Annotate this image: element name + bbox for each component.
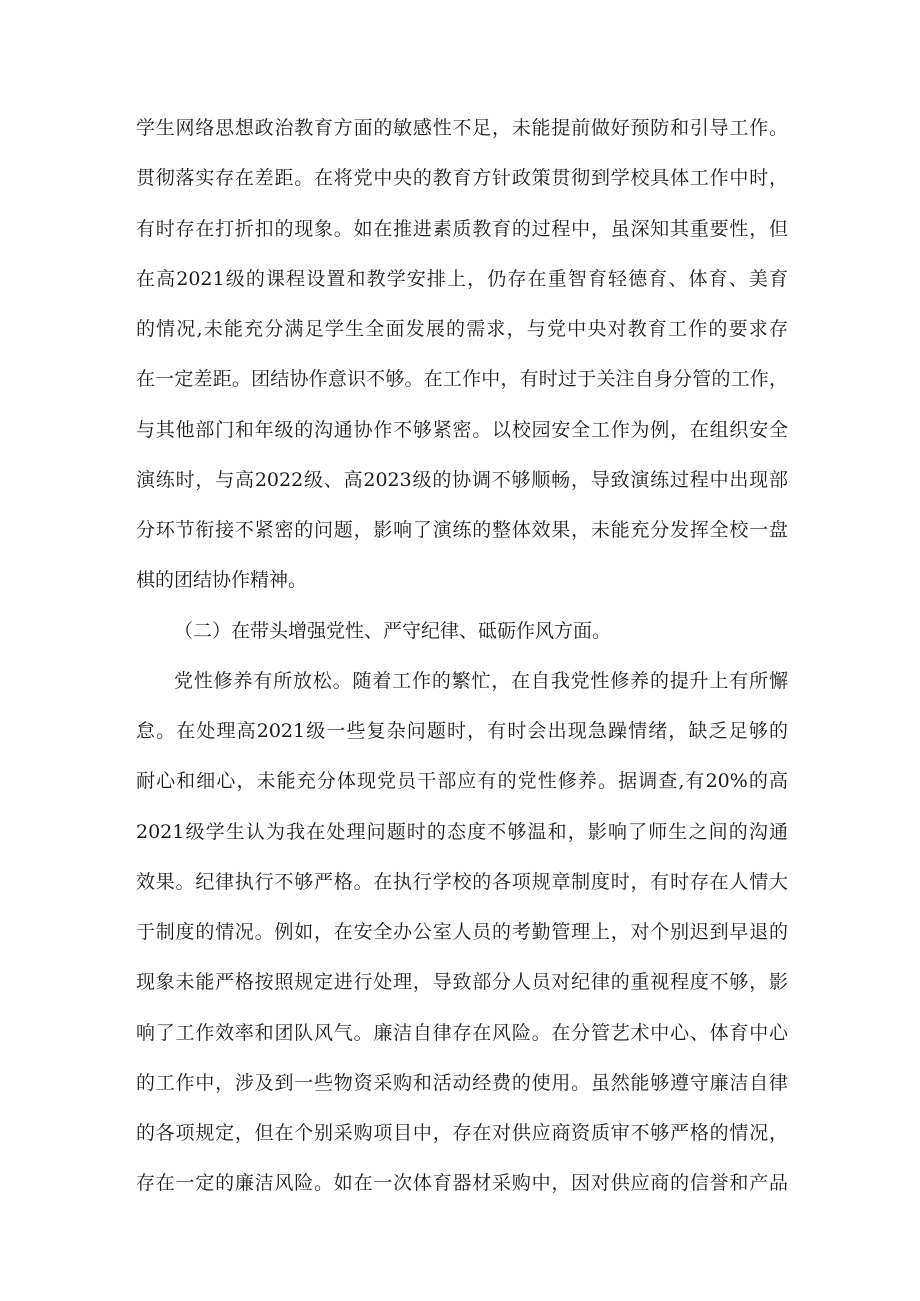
text-line: 与其他部门和年级的沟通协作不够紧密。以校园安全工作为例，在组织安全 bbox=[136, 419, 788, 441]
text-line: 存在一定的廉洁风险。如在一次体育器材采购中，因对供应商的信誉和产品 bbox=[136, 1172, 788, 1194]
section-heading: （二）在带头增强党性、严守纪律、砥砺作风方面。 bbox=[174, 620, 612, 642]
text-line: 有时存在打折扣的现象。如在推进素质教育的过程中，虽深知其重要性，但 bbox=[136, 218, 788, 240]
text-line: 现象未能严格按照规定进行处理，导致部分人员对纪律的重视程度不够，影 bbox=[136, 971, 788, 993]
text-line: 的情况,未能充分满足学生全面发展的需求，与党中央对教育工作的要求存 bbox=[136, 318, 788, 340]
text-line: 2021级学生认为我在处理问题时的态度不够温和，影响了师生之间的沟通 bbox=[136, 821, 788, 843]
text-line: 在高2021级的课程设置和教学安排上，仍存在重智育轻德育、体育、美育 bbox=[136, 268, 788, 290]
text-line: 分环节衔接不紧密的问题，影响了演练的整体效果，未能充分发挥全校一盘 bbox=[136, 519, 788, 541]
text-line: 在一定差距。团结协作意识不够。在工作中，有时过于关注自身分管的工作， bbox=[136, 368, 788, 390]
text-line: 响了工作效率和团队风气。廉洁自律存在风险。在分管艺术中心、体育中心 bbox=[136, 1022, 788, 1044]
text-line: 演练时，与高2022级、高2023级的协调不够顺畅，导致演练过程中出现部 bbox=[136, 469, 788, 491]
text-line: 效果。纪律执行不够严格。在执行学校的各项规章制度时，有时存在人情大 bbox=[136, 871, 788, 893]
text-line: 怠。在处理高2021级一些复杂问题时，有时会出现急躁情绪，缺乏足够的 bbox=[136, 720, 788, 742]
text-line: 的各项规定，但在个别采购项目中，存在对供应商资质审不够严格的情况， bbox=[136, 1122, 788, 1144]
text-line: 党性修养有所放松。随着工作的繁忙，在自我党性修养的提升上有所懈 bbox=[174, 670, 788, 692]
text-line: 贯彻落实存在差距。在将党中央的教育方针政策贯彻到学校具体工作中时， bbox=[136, 167, 788, 189]
text-line: 耐心和细心，未能充分体现党员干部应有的党性修养。据调查,有20%的高 bbox=[136, 770, 788, 792]
text-line: 于制度的情况。例如，在安全办公室人员的考勤管理上，对个别迟到早退的 bbox=[136, 921, 788, 943]
text-line: 学生网络思想政治教育方面的敏感性不足，未能提前做好预防和引导工作。 bbox=[136, 117, 788, 139]
text-line: 棋的团结协作精神。 bbox=[136, 569, 308, 591]
text-line: 的工作中，涉及到一些物资采购和活动经费的使用。虽然能够遵守廉洁自律 bbox=[136, 1072, 788, 1094]
